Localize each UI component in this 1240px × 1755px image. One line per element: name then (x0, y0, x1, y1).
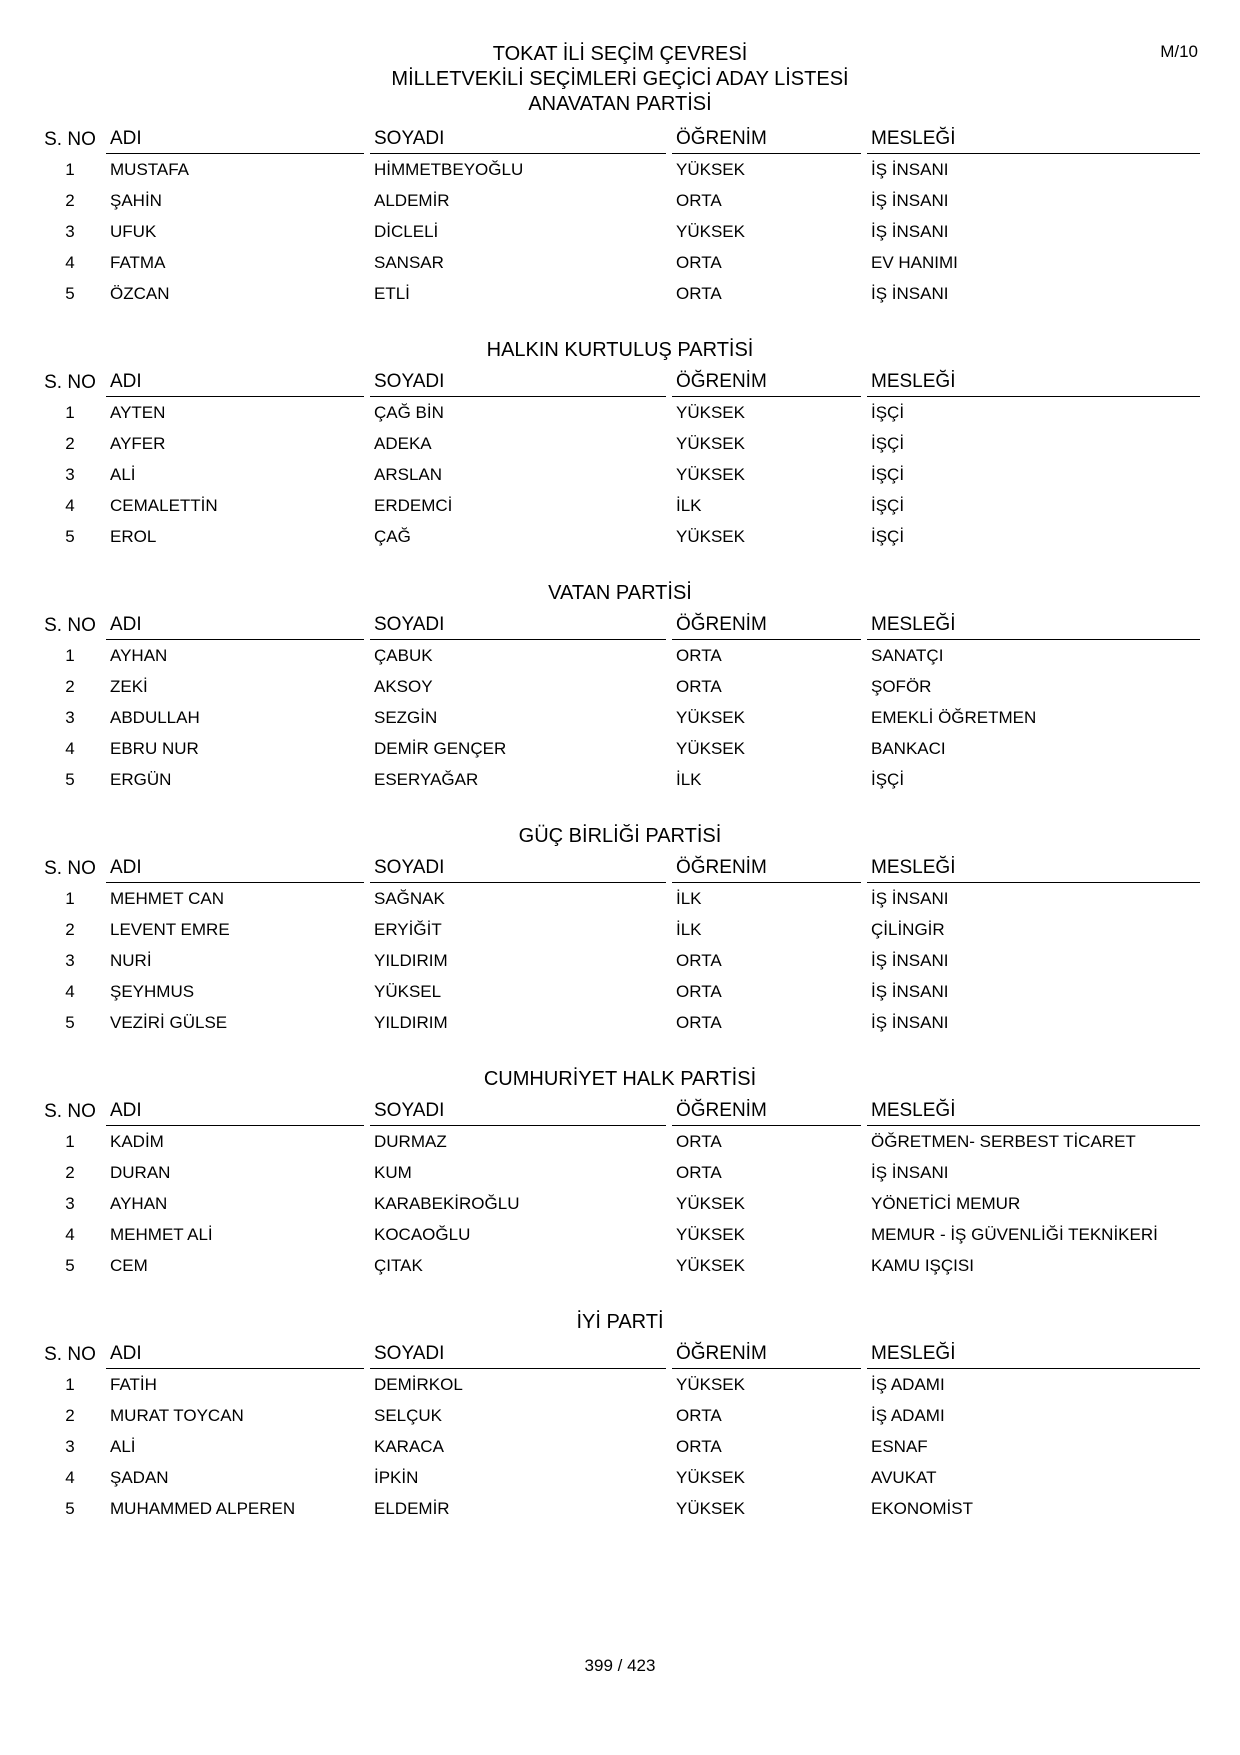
table-row (40, 247, 1200, 278)
cell-ogrenim: YÜKSEK (676, 1255, 745, 1275)
table-row (40, 1250, 1200, 1281)
cell-ad: ÖZCAN (110, 283, 170, 303)
cell-no: 4 (65, 981, 75, 1001)
column-header-meslek: MESLEĞİ (867, 1343, 1200, 1369)
cell-ogrenim: YÜKSEK (676, 1374, 745, 1394)
cell-meslek: SANATÇI (871, 645, 944, 665)
table-row (40, 216, 1200, 247)
party-section (40, 580, 1200, 795)
cell-ogrenim: İLK (676, 919, 702, 939)
cell-no: 3 (65, 707, 75, 727)
cell-no: 1 (65, 645, 75, 665)
cell-ogrenim: ORTA (676, 645, 722, 665)
cell-meslek: ÇİLİNGİR (871, 919, 945, 939)
cell-ad: ŞEYHMUS (110, 981, 195, 1001)
cell-meslek: İŞ İNSANI (871, 888, 949, 908)
cell-meslek: İŞ İNSANI (871, 1012, 949, 1032)
cell-soyad: ARSLAN (374, 464, 443, 484)
table-header (40, 369, 1200, 397)
cell-no: 2 (65, 190, 75, 210)
cell-soyad: ÇAĞ (374, 526, 411, 546)
cell-no: 4 (65, 738, 75, 758)
cell-soyad: KOCAOĞLU (374, 1224, 471, 1244)
party-section (40, 337, 1200, 552)
column-header-meslek: MESLEĞİ (867, 371, 1200, 397)
cell-meslek: İŞ İNSANI (871, 159, 949, 179)
column-header-soyad: SOYADI (370, 857, 666, 883)
column-header-ogrenim: ÖĞRENİM (672, 371, 861, 397)
cell-ogrenim: ORTA (676, 1405, 722, 1425)
table-row (40, 185, 1200, 216)
cell-soyad: SANSAR (374, 252, 444, 272)
table-row (40, 945, 1200, 976)
cell-ogrenim: İLK (676, 769, 702, 789)
column-header-ad: ADI (106, 1100, 364, 1126)
cell-meslek: İŞ İNSANI (871, 950, 949, 970)
column-header-soyad: SOYADI (370, 614, 666, 640)
party-sections (40, 126, 1200, 1552)
column-header-ogrenim: ÖĞRENİM (672, 614, 861, 640)
column-header-no: S. NO (44, 129, 96, 150)
table-row (40, 1369, 1200, 1400)
cell-meslek: İŞÇİ (871, 402, 905, 422)
cell-ogrenim: İLK (676, 495, 702, 515)
column-header-meslek: MESLEĞİ (867, 1100, 1200, 1126)
table-row (40, 671, 1200, 702)
column-header-soyad: SOYADI (370, 1343, 666, 1369)
cell-ad: LEVENT EMRE (110, 919, 230, 939)
cell-ogrenim: YÜKSEK (676, 159, 745, 179)
cell-no: 2 (65, 1405, 75, 1425)
cell-ogrenim: ORTA (676, 1131, 722, 1151)
cell-soyad: KUM (374, 1162, 412, 1182)
column-header-ad: ADI (106, 614, 364, 640)
cell-meslek: İŞÇİ (871, 495, 905, 515)
cell-no: 5 (65, 769, 75, 789)
table-row (40, 428, 1200, 459)
party-title: CUMHURİYET HALK PARTİSİ (483, 1068, 757, 1090)
party-title: VATAN PARTİSİ (548, 582, 692, 604)
cell-soyad: ÇABUK (374, 645, 433, 665)
column-header-ad: ADI (106, 1343, 364, 1369)
cell-no: 4 (65, 1224, 75, 1244)
table-header (40, 1341, 1200, 1369)
column-header-no: S. NO (44, 1344, 96, 1365)
table-row (40, 1400, 1200, 1431)
table-row (40, 976, 1200, 1007)
cell-no: 3 (65, 221, 75, 241)
cell-ad: AYFER (110, 433, 166, 453)
party-section (40, 1066, 1200, 1281)
cell-no: 3 (65, 950, 75, 970)
cell-soyad: KARABEKİROĞLU (374, 1193, 520, 1213)
column-header-no: S. NO (44, 615, 96, 636)
column-header-ogrenim: ÖĞRENİM (672, 1100, 861, 1126)
cell-no: 5 (65, 526, 75, 546)
cell-ad: AYHAN (110, 645, 168, 665)
cell-meslek: İŞ İNSANI (871, 283, 949, 303)
table-row (40, 702, 1200, 733)
cell-soyad: AKSOY (374, 676, 433, 696)
cell-meslek: BANKACI (871, 738, 946, 758)
cell-soyad: ERYİĞİT (374, 919, 442, 939)
table-row (40, 640, 1200, 671)
cell-no: 4 (65, 1467, 75, 1487)
table-header (40, 1098, 1200, 1126)
cell-ogrenim: YÜKSEK (676, 221, 745, 241)
table-row (40, 764, 1200, 795)
table-row (40, 914, 1200, 945)
table-row (40, 521, 1200, 552)
party-section (40, 823, 1200, 1038)
party-title: GÜÇ BİRLİĞİ PARTİSİ (518, 825, 722, 847)
cell-ad: MEHMET CAN (110, 888, 224, 908)
column-header-ad: ADI (106, 857, 364, 883)
cell-meslek: AVUKAT (871, 1467, 937, 1487)
party-section (40, 1309, 1200, 1524)
cell-ad: KADİM (110, 1131, 164, 1151)
cell-ogrenim: ORTA (676, 1436, 722, 1456)
header-line-2: MİLLETVEKİLİ SEÇİMLERİ GEÇİCİ ADAY LİSTESİ (391, 68, 849, 90)
cell-soyad: YILDIRIM (374, 1012, 448, 1032)
cell-no: 3 (65, 1436, 75, 1456)
cell-no: 2 (65, 433, 75, 453)
table-row (40, 1462, 1200, 1493)
cell-ogrenim: ORTA (676, 676, 722, 696)
column-header-no: S. NO (44, 1101, 96, 1122)
cell-ad: ŞAHİN (110, 190, 162, 210)
header-line-1: TOKAT İLİ SEÇİM ÇEVRESİ (492, 43, 748, 65)
column-header-meslek: MESLEĞİ (867, 128, 1200, 154)
cell-meslek: İŞÇİ (871, 526, 905, 546)
cell-ad: FATMA (110, 252, 166, 272)
cell-ad: FATİH (110, 1374, 157, 1394)
cell-ad: MUHAMMED ALPEREN (110, 1498, 296, 1518)
cell-no: 4 (65, 495, 75, 515)
cell-ad: ERGÜN (110, 769, 172, 789)
cell-meslek: İŞ ADAMI (871, 1405, 945, 1425)
cell-no: 2 (65, 676, 75, 696)
cell-meslek: ŞOFÖR (871, 676, 932, 696)
cell-soyad: ÇAĞ BİN (374, 402, 444, 422)
cell-no: 5 (65, 283, 75, 303)
table-row (40, 1188, 1200, 1219)
party-section (40, 126, 1200, 309)
cell-ogrenim: ORTA (676, 981, 722, 1001)
column-header-ad: ADI (106, 128, 364, 154)
table-row (40, 459, 1200, 490)
cell-ogrenim: ORTA (676, 252, 722, 272)
cell-meslek: İŞÇİ (871, 433, 905, 453)
cell-soyad: DURMAZ (374, 1131, 447, 1151)
cell-ad: EBRU NUR (110, 738, 199, 758)
cell-no: 1 (65, 888, 75, 908)
cell-ogrenim: YÜKSEK (676, 707, 745, 727)
cell-soyad: SEZGİN (374, 707, 438, 727)
cell-ogrenim: YÜKSEK (676, 433, 745, 453)
table-row (40, 1157, 1200, 1188)
table-row (40, 397, 1200, 428)
cell-no: 1 (65, 159, 75, 179)
cell-soyad: YILDIRIM (374, 950, 448, 970)
column-header-ogrenim: ÖĞRENİM (672, 857, 861, 883)
table-row (40, 1431, 1200, 1462)
table-row (40, 1126, 1200, 1157)
cell-meslek: İŞÇİ (871, 769, 905, 789)
cell-ogrenim: YÜKSEK (676, 1224, 745, 1244)
column-header-no: S. NO (44, 858, 96, 879)
table-header (40, 612, 1200, 640)
cell-soyad: ETLİ (374, 283, 410, 303)
table-row (40, 1007, 1200, 1038)
cell-no: 2 (65, 1162, 75, 1182)
column-header-soyad: SOYADI (370, 128, 666, 154)
cell-ad: AYHAN (110, 1193, 168, 1213)
cell-ogrenim: YÜKSEK (676, 1498, 745, 1518)
cell-ad: ZEKİ (110, 676, 148, 696)
column-header-ogrenim: ÖĞRENİM (672, 1343, 861, 1369)
header-line-3: ANAVATAN PARTİSİ (528, 93, 712, 115)
cell-soyad: İPKİN (374, 1467, 419, 1487)
column-header-ad: ADI (106, 371, 364, 397)
cell-no: 5 (65, 1498, 75, 1518)
table-row (40, 490, 1200, 521)
cell-ad: EROL (110, 526, 157, 546)
cell-meslek: EKONOMİST (871, 1498, 974, 1518)
cell-ogrenim: YÜKSEK (676, 464, 745, 484)
cell-meslek: İŞÇİ (871, 464, 905, 484)
cell-soyad: DEMİR GENÇER (374, 738, 507, 758)
cell-ogrenim: YÜKSEK (676, 738, 745, 758)
cell-ogrenim: ORTA (676, 1162, 722, 1182)
table-row (40, 883, 1200, 914)
column-header-no: S. NO (44, 372, 96, 393)
cell-meslek: İŞ İNSANI (871, 190, 949, 210)
cell-meslek: YÖNETİCİ MEMUR (871, 1193, 1021, 1213)
table-row (40, 1219, 1200, 1250)
table-header (40, 126, 1200, 154)
cell-meslek: ÖĞRETMEN- SERBEST TİCARET (871, 1131, 1136, 1151)
cell-ad: UFUK (110, 221, 157, 241)
cell-ad: DURAN (110, 1162, 171, 1182)
column-header-meslek: MESLEĞİ (867, 614, 1200, 640)
cell-meslek: İŞ ADAMI (871, 1374, 945, 1394)
cell-ad: ABDULLAH (110, 707, 200, 727)
cell-no: 4 (65, 252, 75, 272)
cell-no: 5 (65, 1012, 75, 1032)
cell-ogrenim: ORTA (676, 950, 722, 970)
cell-ad: MURAT TOYCAN (110, 1405, 244, 1425)
cell-ogrenim: ORTA (676, 283, 722, 303)
cell-soyad: ADEKA (374, 433, 432, 453)
cell-soyad: ESERYAĞAR (374, 769, 479, 789)
cell-ad: ŞADAN (110, 1467, 169, 1487)
cell-soyad: ELDEMİR (374, 1498, 450, 1518)
page-code: M/10 (1160, 42, 1198, 61)
column-header-soyad: SOYADI (370, 1100, 666, 1126)
cell-meslek: EV HANIMI (871, 252, 958, 272)
cell-soyad: ÇITAK (374, 1255, 423, 1275)
cell-ogrenim: İLK (676, 888, 702, 908)
cell-meslek: İŞ İNSANI (871, 221, 949, 241)
cell-ogrenim: ORTA (676, 1012, 722, 1032)
cell-ad: MUSTAFA (110, 159, 190, 179)
cell-meslek: MEMUR - İŞ GÜVENLİĞİ TEKNİKERİ (871, 1224, 1158, 1244)
column-header-soyad: SOYADI (370, 371, 666, 397)
cell-ad: NURİ (110, 950, 152, 970)
document-header (0, 42, 1240, 117)
cell-no: 2 (65, 919, 75, 939)
table-row (40, 278, 1200, 309)
party-title: İYİ PARTİ (576, 1311, 664, 1333)
cell-soyad: ERDEMCİ (374, 495, 453, 515)
cell-meslek: EMEKLİ ÖĞRETMEN (871, 707, 1037, 727)
cell-soyad: YÜKSEL (374, 981, 442, 1001)
cell-ad: CEM (110, 1255, 148, 1275)
column-header-ogrenim: ÖĞRENİM (672, 128, 861, 154)
cell-no: 1 (65, 1374, 75, 1394)
cell-ogrenim: ORTA (676, 190, 722, 210)
cell-soyad: SELÇUK (374, 1405, 443, 1425)
table-row (40, 154, 1200, 185)
party-title: HALKIN KURTULUŞ PARTİSİ (486, 339, 754, 361)
table-row (40, 1493, 1200, 1524)
column-header-meslek: MESLEĞİ (867, 857, 1200, 883)
cell-no: 3 (65, 464, 75, 484)
cell-ogrenim: YÜKSEK (676, 1467, 745, 1487)
cell-no: 5 (65, 1255, 75, 1275)
cell-ogrenim: YÜKSEK (676, 1193, 745, 1213)
cell-soyad: DEMİRKOL (374, 1374, 463, 1394)
cell-ad: ALİ (110, 1436, 136, 1456)
cell-no: 3 (65, 1193, 75, 1213)
cell-soyad: SAĞNAK (374, 888, 445, 908)
cell-ad: CEMALETTİN (110, 495, 218, 515)
cell-ogrenim: YÜKSEK (676, 526, 745, 546)
cell-meslek: İŞ İNSANI (871, 981, 949, 1001)
cell-ad: MEHMET ALİ (110, 1224, 213, 1244)
cell-soyad: ALDEMİR (374, 190, 450, 210)
page-number: 399 / 423 (584, 1656, 656, 1675)
cell-meslek: İŞ İNSANI (871, 1162, 949, 1182)
cell-meslek: ESNAF (871, 1436, 928, 1456)
cell-no: 1 (65, 402, 75, 422)
cell-soyad: HİMMETBEYOĞLU (374, 159, 524, 179)
table-row (40, 733, 1200, 764)
cell-ad: VEZİRİ GÜLSE (110, 1012, 228, 1032)
cell-meslek: KAMU IŞÇISI (871, 1255, 974, 1275)
table-header (40, 855, 1200, 883)
cell-ogrenim: YÜKSEK (676, 402, 745, 422)
cell-soyad: DİCLELİ (374, 221, 439, 241)
cell-soyad: KARACA (374, 1436, 444, 1456)
cell-no: 1 (65, 1131, 75, 1151)
cell-ad: ALİ (110, 464, 136, 484)
cell-ad: AYTEN (110, 402, 166, 422)
